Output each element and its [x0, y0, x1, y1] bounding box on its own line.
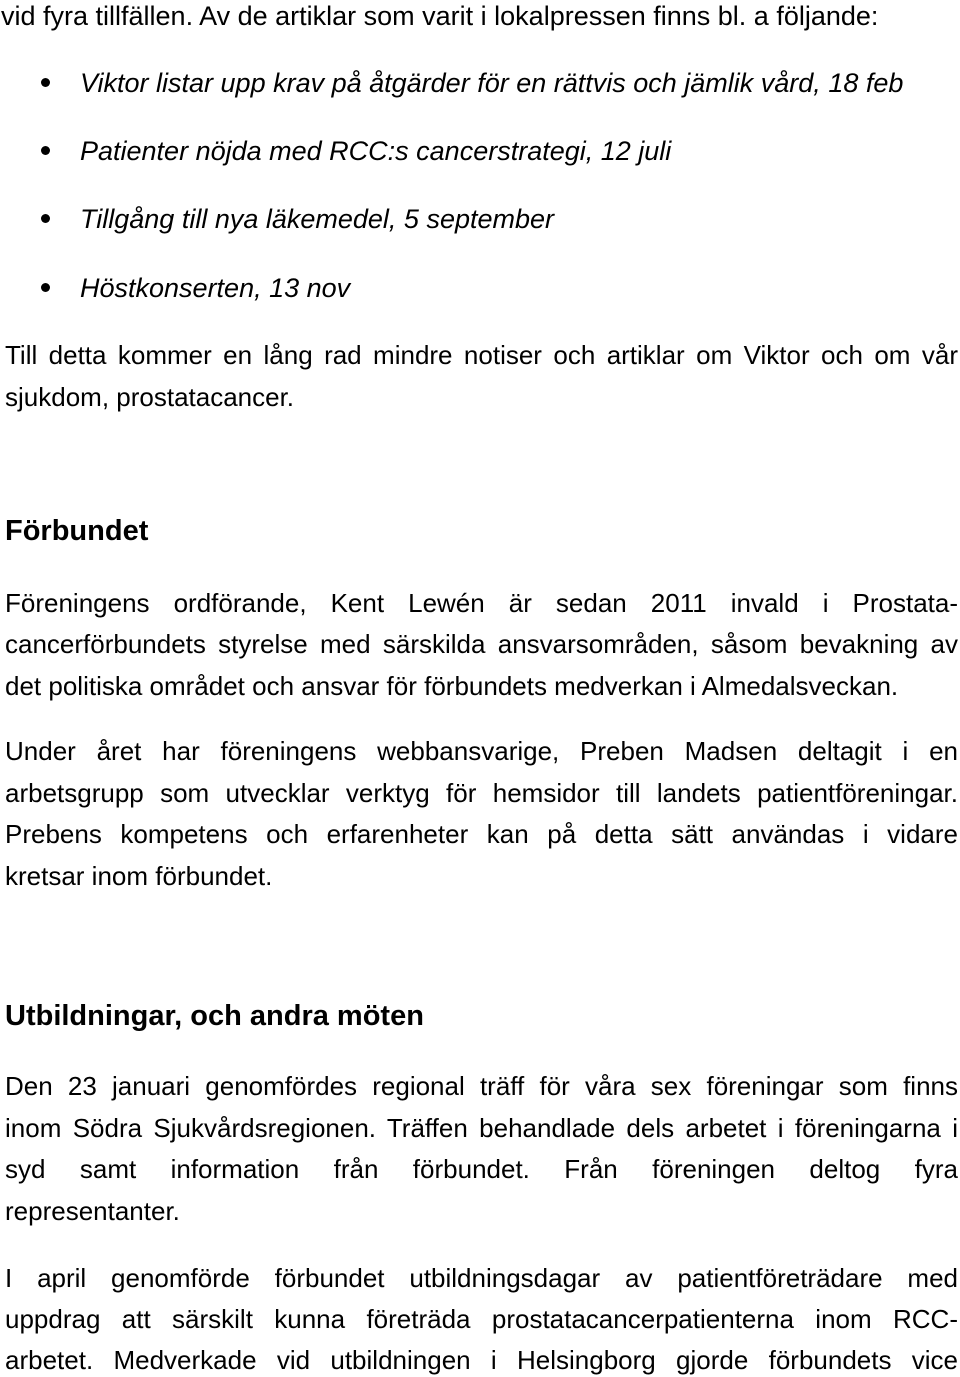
- text-line: Till detta kommer en lång rad mindre notiser och artiklar om Viktor och om vår: [5, 340, 958, 370]
- text-line: kretsar inom förbundet.: [5, 861, 273, 891]
- list-item-text: Viktor listar upp krav på åtgärder för en rättvis och jämlik vård, 18 feb: [80, 68, 904, 98]
- section-utbildningar: [0, 999, 960, 1375]
- paragraph: [5, 588, 958, 701]
- text-line: representanter.: [5, 1196, 180, 1226]
- bullet-icon: [41, 283, 50, 292]
- text-line: arbetsgrupp som utvecklar verktyg för hemsidor till landets patientföreningar.: [5, 778, 958, 808]
- list-item-text: Höstkonserten, 13 nov: [80, 273, 351, 303]
- text-line: uppdrag att särskilt kunna företräda prostatacancerpatienterna inom RCC-: [5, 1304, 958, 1334]
- text-line: I april genomförde förbundet utbildningsdagar av patientföreträdare med: [5, 1263, 958, 1293]
- list-item-text: Tillgång till nya läkemedel, 5 september: [80, 204, 555, 234]
- list-item: [0, 203, 960, 235]
- article-list: [0, 67, 960, 304]
- text-line: Den 23 januari genomfördes regional träff för våra sex föreningar som finns: [5, 1071, 958, 1101]
- section-heading: Förbundet: [5, 515, 149, 547]
- text-line: cancerförbundets styrelse med särskilda ansvarsområden, såsom bevakning av: [5, 629, 958, 659]
- paragraph: [5, 1263, 958, 1375]
- paragraph: [5, 1071, 958, 1226]
- text-line: syd samt information från förbundet. Från föreningen deltog fyra: [5, 1154, 958, 1184]
- list-item: [0, 272, 960, 304]
- summary-paragraph: [5, 340, 958, 412]
- paragraph: [5, 736, 958, 891]
- text-line: Under året har föreningens webbansvarige, Preben Madsen deltagit i en: [5, 736, 958, 766]
- text-line: Föreningens ordförande, Kent Lewén är sedan 2011 invald i Prostata-: [5, 588, 958, 618]
- bullet-icon: [41, 146, 50, 155]
- bullet-icon: [41, 78, 50, 87]
- text-line: sjukdom, prostatacancer.: [5, 382, 295, 412]
- list-item-text: Patienter nöjda med RCC:s cancerstrategi, 12 juli: [80, 136, 672, 166]
- intro-text-line: vid fyra tillfällen. Av de artiklar som varit i lokalpressen finns bl. a följande:: [1, 1, 879, 31]
- text-line: Prebens kompetens och erfarenheter kan på detta sätt användas i vidare: [5, 819, 958, 849]
- section-forbundet: [0, 514, 960, 891]
- section-heading: Utbildningar, och andra möten: [5, 1000, 424, 1032]
- text-line: inom Södra Sjukvårdsregionen. Träffen behandlade dels arbetet i föreningarna i: [5, 1113, 958, 1143]
- text-line: arbetet. Medverkade vid utbildningen i Helsingborg gjorde förbundets vice: [5, 1345, 958, 1375]
- text-line: det politiska området och ansvar för förbundets medverkan i Almedalsveckan.: [5, 671, 899, 701]
- bullet-icon: [41, 214, 50, 223]
- list-item: [0, 135, 960, 167]
- list-item: [0, 67, 960, 99]
